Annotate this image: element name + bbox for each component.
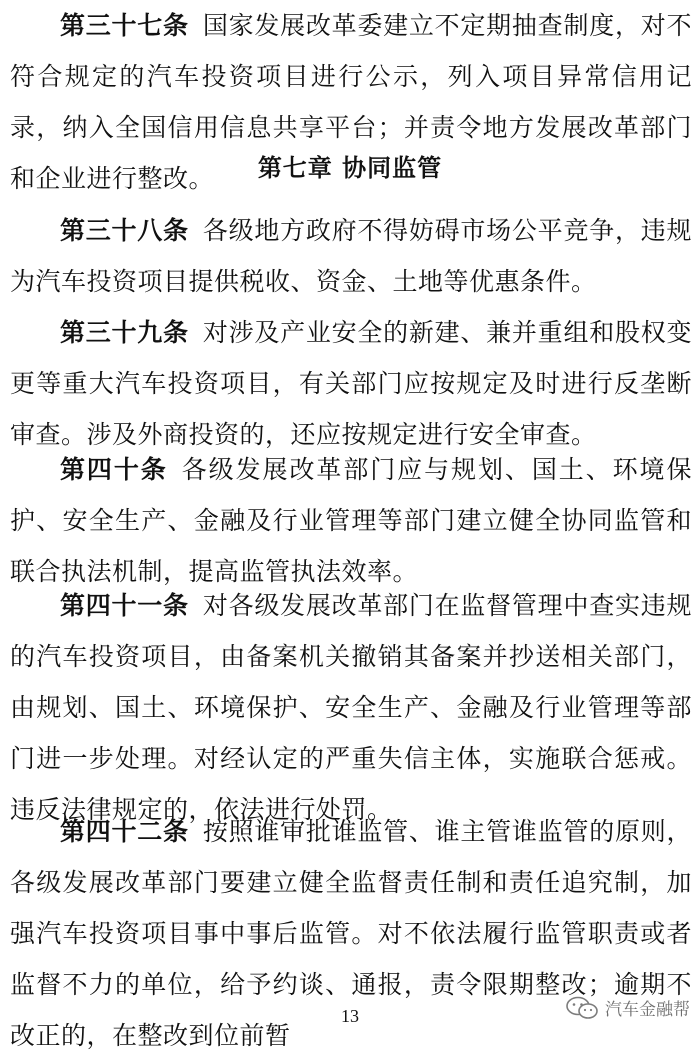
article-text: 国家发展改革委建立不定期抽查制度，对不符合规定的汽车投资项目进行公示，列入项目异常信用记录，纳入全国信用信息共享平台；并责令地方发展改革部门和企业进行整改。 [10, 11, 692, 193]
article-text: 各级发展改革部门应与规划、国土、环境保护、安全生产、金融及行业管理等部门建立健全协同监管和联合执法机制，提高监管执法效率。 [10, 455, 692, 586]
article-39 [10, 307, 692, 460]
article-40 [10, 444, 692, 597]
article-number: 第三十七条 [60, 11, 189, 40]
article-text: 按照谁审批谁监管、谁主管谁监管的原则，各级发展改革部门要建立健全监督责任制和责任追究制，加强汽车投资项目事中事后监管。对不依法履行监管职责或者监督不力的单位，给予约谈、通报，责令限期整改；逾期不改正的，在整改到位前暂 [10, 817, 692, 1050]
article-number: 第三十八条 [60, 216, 189, 245]
article-number: 第四十一条 [60, 591, 189, 620]
watermark [565, 995, 690, 1020]
wechat-icon [565, 996, 599, 1020]
article-text: 对涉及产业安全的新建、兼并重组和股权变更等重大汽车投资项目，有关部门应按规定及时进行反垄断审查。涉及外商投资的，还应按规定进行安全审查。 [10, 318, 692, 449]
page-number: 13 [341, 1006, 359, 1026]
article-text: 对各级发展改革部门在监督管理中查实违规的汽车投资项目，由备案机关撤销其备案并抄送相关部门，由规划、国土、环境保护、安全生产、金融及行业管理等部门进一步处理。对经认定的严重失信主体，实施联合惩戒。违反法律规定的，依法进行处罚。 [10, 591, 692, 824]
article-number: 第四十二条 [60, 817, 189, 846]
article-38 [10, 205, 692, 307]
chapter-title: 第七章 协同监管 [257, 154, 443, 182]
article-41 [10, 580, 692, 835]
article-number: 第三十九条 [60, 318, 189, 347]
watermark-text: 汽车金融帮 [605, 1000, 690, 1020]
article-text: 各级地方政府不得妨碍市场公平竞争，违规为汽车投资项目提供税收、资金、土地等优惠条件。 [10, 216, 692, 296]
article-number: 第四十条 [60, 455, 168, 484]
